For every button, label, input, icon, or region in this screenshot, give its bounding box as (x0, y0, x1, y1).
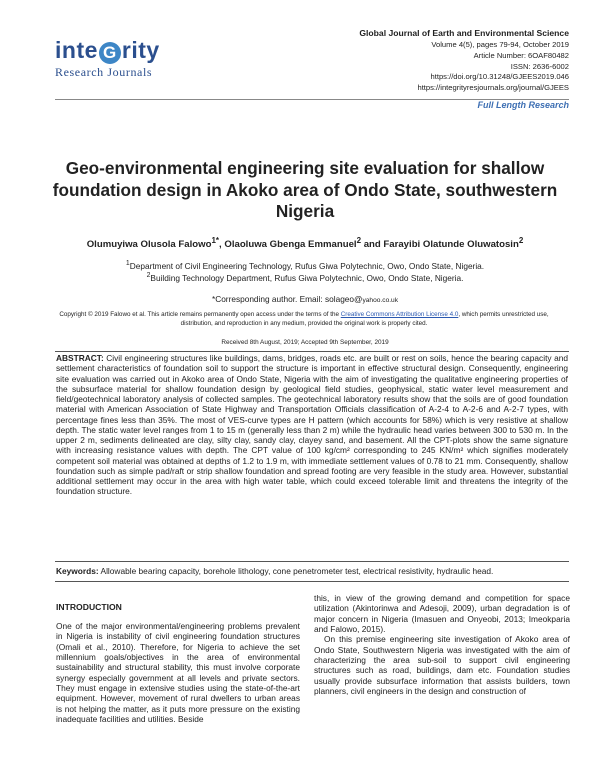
email-user[interactable]: solageo@ (324, 294, 363, 304)
abstract-bottom-rule (55, 561, 569, 562)
keywords-rule (55, 581, 569, 582)
keywords (56, 566, 568, 576)
abstract (56, 353, 568, 497)
journal-url[interactable]: https://integrityresjournals.org/journal/GJEES (417, 83, 569, 93)
body-column-left (56, 621, 300, 724)
license-link[interactable]: Creative Commons Attribution License 4.0 (340, 311, 459, 318)
keywords-label: Keywords: (56, 566, 99, 576)
keywords-text: Allowable bearing capacity, borehole lithology, cone penetrometer test, electrical resistivity, hydraulic head. (98, 566, 494, 576)
introduction-heading: INTRODUCTION (56, 602, 122, 612)
issn: ISSN: 2636-6002 (510, 61, 569, 71)
author-separator: , (219, 239, 225, 251)
author-2: Olaoluwa Gbenga Emmanuel (224, 239, 357, 251)
paragraph: On this premise engineering site investigation of Akoko area of Ondo State, Southwestern Nigeria was investigated with the aim of characterizing the area sub-soil to support civil engineering structures such as road, buildings, dam etc. Foundation studies usually provide subsurface information that assists builders, town planners, civil engineers in the design and construction of (314, 634, 570, 697)
logo-wordmark (55, 38, 185, 64)
copyright-notice (48, 311, 560, 329)
abstract-top-rule (55, 351, 569, 352)
corresponding-label: *Corresponding author. Email: (211, 294, 325, 304)
copyright-text: Copyright © 2019 Falowo et al. This article remains permanently open access under the terms of the (59, 311, 341, 318)
author-1: Olumuyiwa Olusola Falowo (86, 239, 212, 251)
affiliation-2 (40, 271, 570, 283)
journal-name: Global Journal of Earth and Environmental Science (359, 28, 569, 38)
affiliation-2-text: Building Technology Department, Rufus Giwa Polytechnic, Owo, Ondo State, Nigeria. (150, 273, 464, 284)
body-column-right (314, 593, 570, 696)
logo-text-start: inte (55, 37, 98, 63)
paper-title: Geo-environmental engineering site evaluation for shallow foundation design in Akoko area of Ondo State, southwestern Nigeria (52, 158, 558, 221)
author-separator: and (361, 239, 384, 251)
paragraph: One of the major environmental/engineering problems prevalent in Nigeria is instability of civil engineering foundation structures (Omali et al., 2010). Therefore, for Nigeria to achieve the set millennium goals/objectives in the area of environmental sustainability and structural stability, this must involve corporate synergy especially government at all levels and private sectors. They must engage in extensive studies using the state-of-the-art equipment. However, movement of rural dwellers to urban areas is not helping the matter, as it puts more pressure on the existing inadequate facilities and utilities. Beside (56, 621, 300, 725)
logo-subtitle: Research Journals (55, 65, 153, 79)
affiliation-2-number: 2 (146, 272, 151, 280)
abstract-label: ABSTRACT: (56, 353, 104, 363)
logo-g-badge: G (99, 42, 121, 64)
logo-text-end: rity (121, 37, 160, 63)
corresponding-author (40, 294, 570, 304)
affiliation-1-text: Department of Civil Engineering Technology, Rufus Giwa Polytechnic, Owo, Ondo State, Nigeria. (129, 260, 485, 271)
copyright-text-end: , which permits unrestricted use, distribution, and reproduction in any medium, provided the original work is properly cited. (180, 311, 549, 327)
abstract-text: Civil engineering structures like buildings, dams, bridges, roads etc. are built or rest on soils, hence the bearing capacity and settlement characteristics of foundation soil to support the structure is important in effective structural design. Consequently, engineering site evaluation was carried out in Akoko area of Ondo State, Nigeria with the aim of investigating the qualitative engineering properties of the subsurface material for shallow foundation design by geological field studies, geophysical, static water level measurement and field/geotechnical laboratory analysis of collected samples. The geotechnical laboratory results show that the soils are of good foundation material with American Association of State Highway and Transportation Officials classification of A-2-4 to A-2-6 and A-2-7 types, with percentage fines less than 35%. The most of VES-curve types are H pattern (which accounts for 58%) which is very resistive at shallow depth. The static water level ranges from 1 to 15 m (generally less than 2 m) while the hydraulic head varies between 300 to 530 m. In the upper 2 m, sediments delineated are clay, silty clay, sandy clay, clayey sand, and basement. All the CPT-plots show the same signature with increasing resistance values with depth. The CPT value of 100 kg/cm² corresponding to 245 KN/m² which signifies moderately competent soil material was obtained at depths of 1.2 to 1.9 m, with immediate settlement values of 0.78 to 21 mm. Consequently, shallow foundation such as simple pad/raft or strip shallow foundation and spread footing are very feasible in the study area. However, substantial additional settlement may occur in the area with high water table, which could exceed tolerable limit and threatens the integrity of the foundation structure. (56, 353, 568, 497)
journal-metadata (359, 28, 569, 94)
doi-link[interactable]: https://doi.org/10.31248/GJEES2019.046 (430, 72, 569, 82)
email-domain[interactable]: yahoo.co.uk (362, 297, 399, 304)
affiliation-1-number: 1 (125, 260, 130, 267)
affiliations (40, 259, 570, 284)
publisher-logo (55, 38, 185, 79)
author-3-affiliation: 2 (518, 236, 524, 245)
author-2-affiliation: 2 (356, 236, 362, 245)
article-type: Full Length Research (477, 100, 569, 110)
article-number: Article Number: 6OAF80482 (473, 50, 569, 60)
author-list (30, 236, 580, 250)
paragraph: this, in view of the growing demand and competition for space utilization (Akintorinwa and Adesoji, 2009), urban degradation is of major concern in Nigeria (Imasuen and Onyeobi, 2013; Imeokparia and Falowo, 2015). (314, 593, 570, 635)
affiliation-1 (40, 259, 570, 271)
author-1-affiliation: 1* (211, 236, 220, 245)
received-dates: Received 8th August, 2019; Accepted 9th September, 2019 (221, 339, 389, 346)
author-3: Farayibi Olatunde Oluwatosin (383, 239, 519, 251)
volume-info: Volume 4(5), pages 79-94, October 2019 (431, 40, 569, 49)
